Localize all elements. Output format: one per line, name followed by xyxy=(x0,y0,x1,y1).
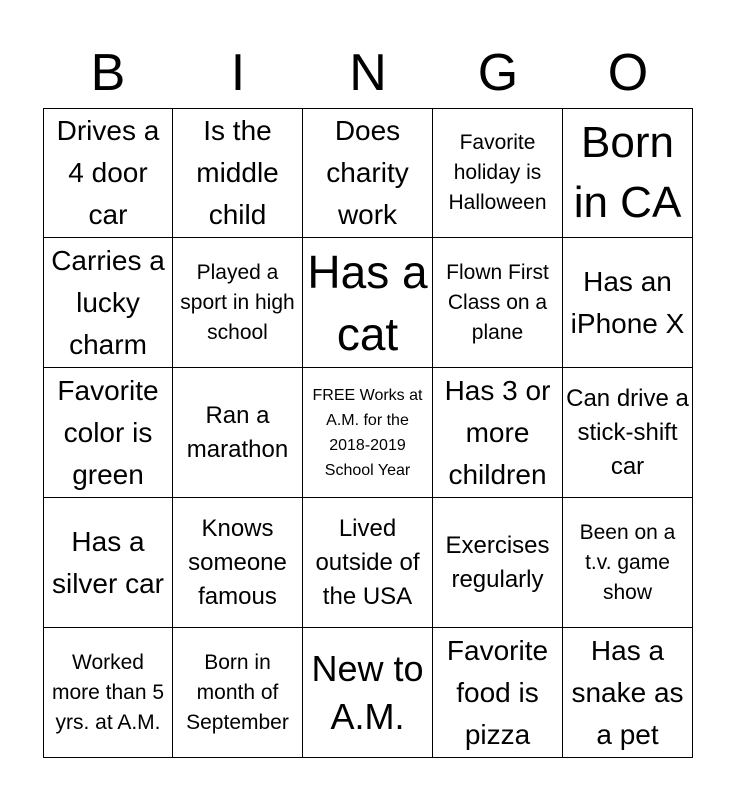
bingo-cell[interactable] xyxy=(173,368,303,498)
bingo-cell[interactable] xyxy=(433,108,563,238)
cell-text: Has an iPhone X xyxy=(570,265,685,339)
bingo-board xyxy=(43,108,693,758)
bingo-cell[interactable] xyxy=(433,368,563,498)
header-letter-o: O xyxy=(607,44,649,102)
cell-text: Has a silver car xyxy=(51,525,164,599)
cell-text: Drives a 4 door car xyxy=(56,115,160,230)
bingo-cell[interactable] xyxy=(433,498,563,628)
cell-text: Knows someone famous xyxy=(188,514,287,610)
bingo-cell[interactable] xyxy=(43,628,173,758)
cell-text: Been on a t.v. game show xyxy=(579,520,676,604)
bingo-cell[interactable] xyxy=(303,108,433,238)
bingo-cell[interactable] xyxy=(173,108,303,238)
cell-text: Born in month of September xyxy=(186,650,289,734)
cell-text: Has 3 or more children xyxy=(444,374,551,490)
cell-text: Favorite food is pizza xyxy=(446,634,549,750)
header-letter-g: G xyxy=(477,44,519,102)
bingo-cell[interactable] xyxy=(563,108,693,238)
cell-text: Can drive a stick-shift car xyxy=(566,384,689,480)
bingo-cell[interactable] xyxy=(433,628,563,758)
cell-text: FREE Works at A.M. for the 2018-2019 School Year xyxy=(312,386,423,479)
cell-text: Has a cat xyxy=(307,245,428,360)
bingo-cell[interactable] xyxy=(563,368,693,498)
cell-text: Lived outside of the USA xyxy=(315,514,420,610)
cell-text: Has a snake as a pet xyxy=(571,634,684,750)
free-space-cell[interactable] xyxy=(303,368,433,498)
bingo-cell[interactable] xyxy=(303,628,433,758)
cell-text: Born in CA xyxy=(573,118,682,227)
header-letter-n: N xyxy=(349,44,387,102)
bingo-cell[interactable] xyxy=(43,498,173,628)
cell-text: Is the middle child xyxy=(196,115,279,230)
bingo-cell[interactable] xyxy=(563,628,693,758)
cell-text: Worked more than 5 yrs. at A.M. xyxy=(51,650,165,734)
cell-text: Favorite color is green xyxy=(57,374,159,490)
bingo-cell[interactable] xyxy=(173,498,303,628)
bingo-cell[interactable] xyxy=(563,498,693,628)
bingo-cell[interactable] xyxy=(303,498,433,628)
cell-text: Carries a lucky charm xyxy=(51,244,165,360)
cell-text: Does charity work xyxy=(326,115,409,230)
bingo-cell[interactable] xyxy=(563,238,693,368)
bingo-cell[interactable] xyxy=(433,238,563,368)
header-letter-b: B xyxy=(90,44,126,102)
bingo-cell[interactable] xyxy=(43,238,173,368)
cell-text: Favorite holiday is Halloween xyxy=(448,131,547,214)
bingo-cell[interactable] xyxy=(173,628,303,758)
cell-text: Flown First Class on a plane xyxy=(446,260,549,344)
bingo-cell[interactable] xyxy=(173,238,303,368)
cell-text: Ran a marathon xyxy=(186,401,289,463)
header-letter-i: I xyxy=(230,44,246,102)
cell-text: New to A.M. xyxy=(311,647,424,737)
cell-text: Played a sport in high school xyxy=(180,260,295,344)
bingo-cell[interactable] xyxy=(303,238,433,368)
bingo-cell[interactable] xyxy=(43,368,173,498)
bingo-header xyxy=(43,42,693,104)
cell-text: Exercises regularly xyxy=(445,531,550,593)
bingo-cell[interactable] xyxy=(43,108,173,238)
